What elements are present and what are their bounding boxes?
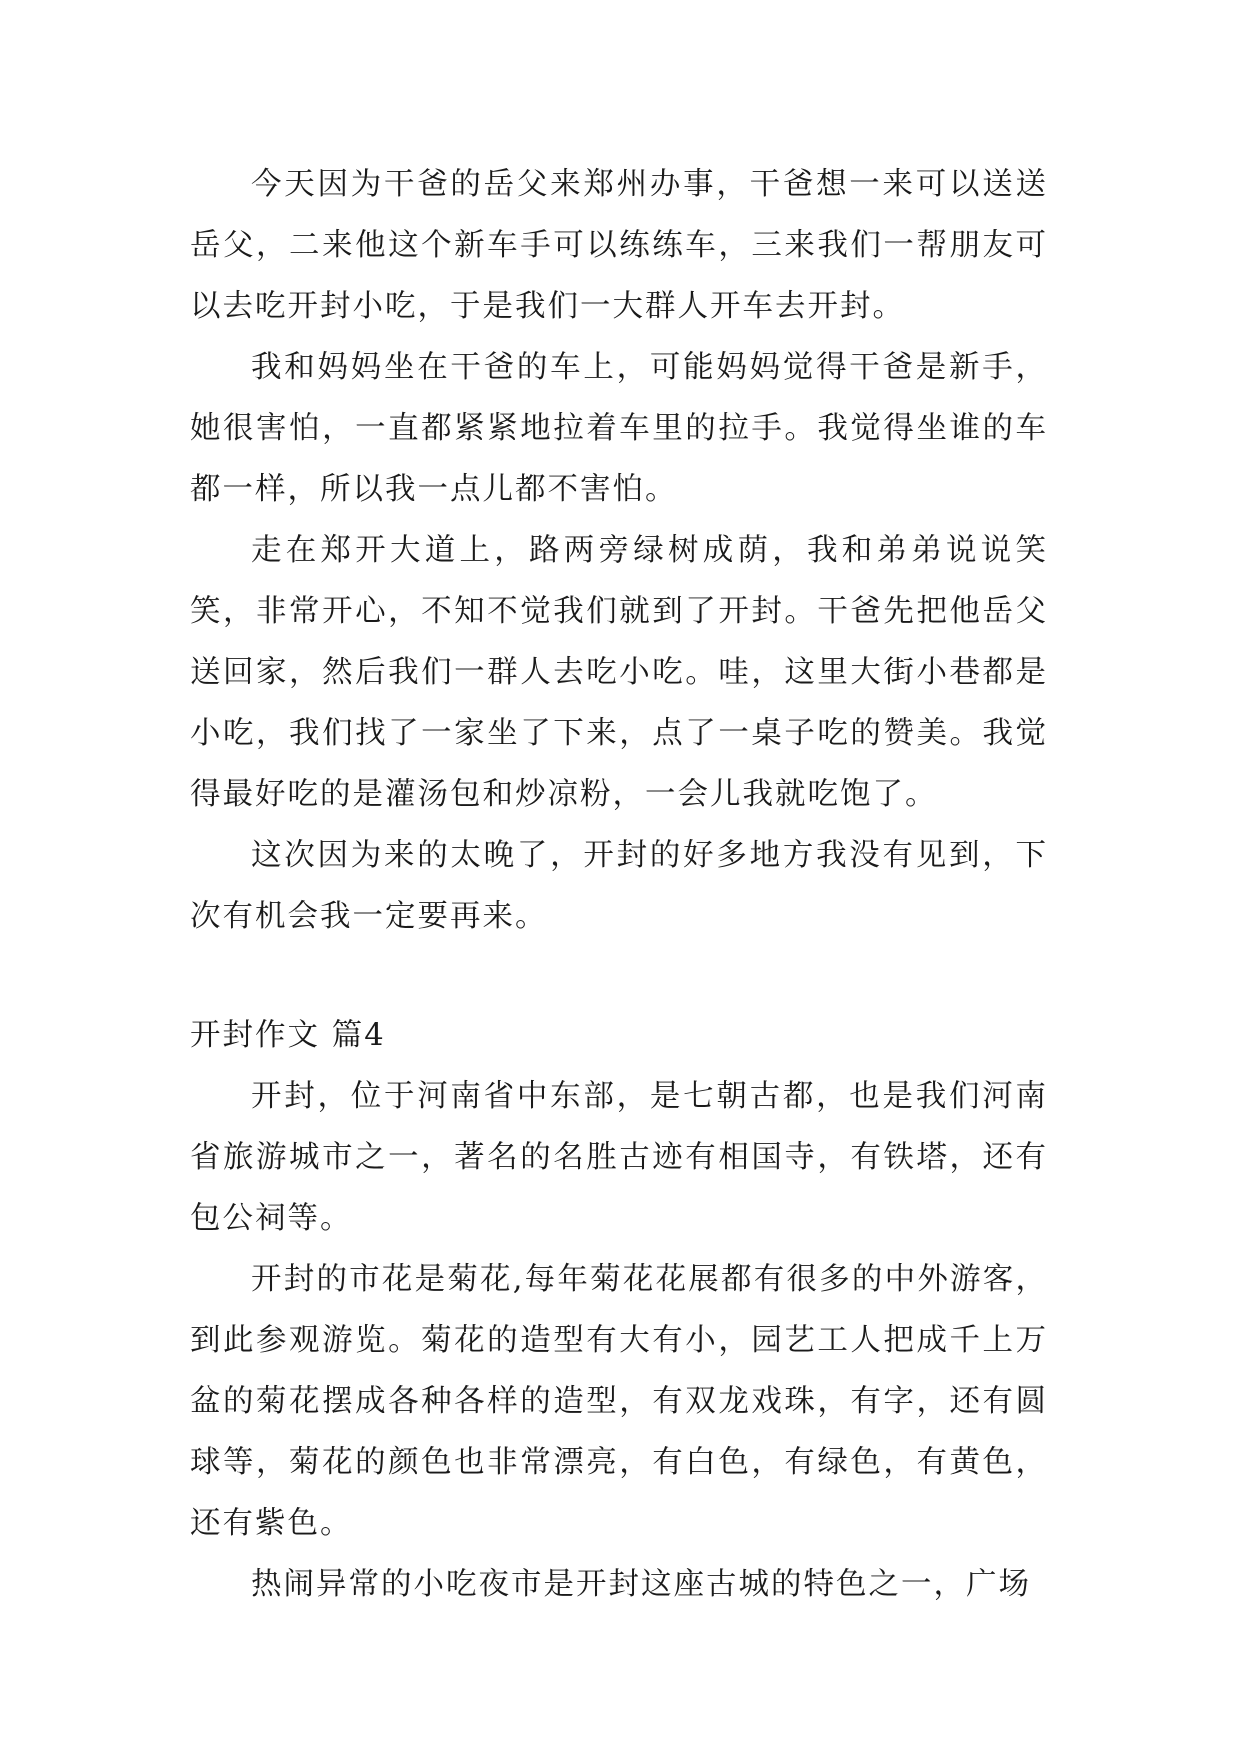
paragraph: 热闹异常的小吃夜市是开封这座古城的特色之一，广场 xyxy=(251,1567,1031,1602)
paragraph: 今天因为干爸的岳父来郑州办事，干爸想一来可以送送岳父，二来他这个新车手可以练练车，三来我们一帮朋友可以去吃开封小吃，于是我们一大群人开车去开封。 xyxy=(190,167,1048,324)
document-page xyxy=(190,154,1048,1615)
paragraph: 开封的市花是菊花,每年菊花花展都有很多的中外游客，到此参观游览。菊花的造型有大有小，园艺工人把成千上万盆的菊花摆成各种各样的造型，有双龙戏珠，有字，还有圆球等，菊花的颜色也非常漂亮，有白色，有绿色，有黄色，还有紫色。 xyxy=(190,1262,1048,1541)
paragraph: 开封，位于河南省中东部，是七朝古都，也是我们河南省旅游城市之一，著名的名胜古迹有相国寺，有铁塔，还有包公祠等。 xyxy=(190,1079,1048,1236)
paragraph: 我和妈妈坐在干爸的车上，可能妈妈觉得干爸是新手，她很害怕，一直都紧紧地拉着车里的拉手。我觉得坐谁的车都一样，所以我一点儿都不害怕。 xyxy=(190,350,1048,507)
paragraph: 这次因为来的太晚了，开封的好多地方我没有见到，下次有机会我一定要再来。 xyxy=(190,838,1048,934)
section-heading: 开封作文 篇4 xyxy=(190,1018,386,1053)
paragraph: 走在郑开大道上，路两旁绿树成荫，我和弟弟说说笑笑，非常开心，不知不觉我们就到了开封。干爸先把他岳父送回家，然后我们一群人去吃小吃。哇，这里大街小巷都是小吃，我们找了一家坐了下来，点了一桌子吃的赞美。我觉得最好吃的是灌汤包和炒凉粉，一会儿我就吃饱了。 xyxy=(190,533,1048,812)
